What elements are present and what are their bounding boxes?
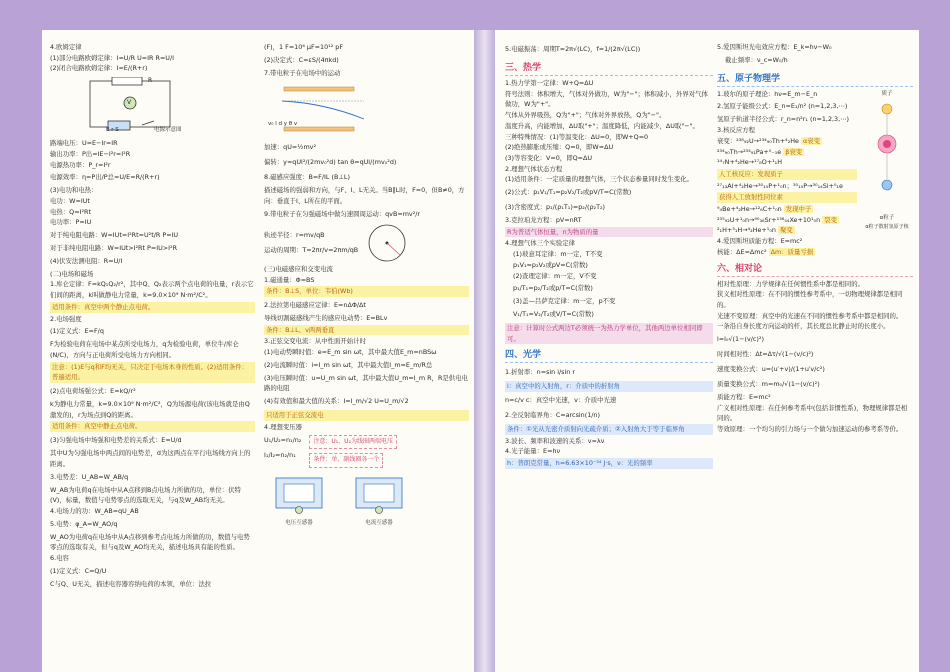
text-line: p₁/T₁=p₂/T₂或p/T=C(常数) [513, 284, 593, 293]
text-line: 2.氢原子能级公式：E_n=E₁/n² (n=1,2,3,⋯) [717, 102, 848, 111]
text-line: (1)定义式：C=Q/U [50, 566, 107, 575]
reaction-equation: ²³⁵₉₂U+¹₀n→⁹⁰₃₈Sr+¹³⁶₅₄Xe+10¹₀n [717, 215, 821, 224]
book-spine [474, 30, 495, 672]
highlight-note: 条件：B⊥L、v两两垂直 [264, 325, 469, 336]
text-line: 一条沿自身长度方向运动的杆，其长度总比静止时的长度小。 [717, 322, 890, 331]
text-line: 5.电磁振荡：周期T=2π√(LC)，f=1/(2π√(LC)) [505, 45, 641, 53]
text-line: 4.欧姆定律 [50, 43, 82, 51]
left-page [42, 30, 474, 672]
reaction-equation: ²³⁴₉₀Th→²³⁴₉₁Pa+⁰₋₁e [717, 147, 782, 156]
text-line: C与Q、U无关，描述电容器容纳电荷的本领，单位：法拉 [50, 579, 212, 588]
battery-labels: E r S [106, 127, 119, 134]
text-line: V₁/T₁=V₂/T₂或V/T=C(常数) [513, 309, 594, 318]
reaction-equation: ⁹₄Be+⁴₂He→¹²₆C+¹₀n [717, 205, 782, 214]
text-line: 截止频率：ν_c=W₀/h [725, 55, 788, 64]
text-line: 质量变换公式：m=m₀/√(1−(v/c)²) [717, 380, 820, 389]
text-line: (1)玻意耳定律：m一定，T不变 [513, 250, 603, 259]
text-line: (2)查理定律：m一定，V不变 [513, 271, 597, 280]
reaction-tag: 发现中子 [785, 205, 812, 214]
text-line: 对于非纯电阻电路：W=IUt>I²Rt P=IU>I²R [50, 244, 178, 253]
reaction-equation: ²₁H+³₁H→⁴₂He+¹₀n [717, 226, 776, 235]
text-line: 描述磁场的强弱和方向，与F、I、L无关。当B∥L时，F=0，但B≠0，方向：垂直于I、L所在的平面。 [264, 186, 465, 206]
alpha-particle-label: α粒子 [879, 215, 895, 222]
text-line: 3.电势差：U_AB=W_AB/q [50, 472, 129, 481]
text-line: 4.爱因斯坦质能方程：E=mc² [717, 237, 803, 246]
text-line: (1)定义式：E=F/q [50, 327, 104, 336]
column-thermo-optics [505, 42, 713, 470]
text-line: 7.带电粒子在电场中的运动 [264, 68, 341, 77]
text-line: 3.核反应方程 [717, 126, 756, 135]
reaction-tag: 裂变 [824, 215, 837, 224]
voltage-transformer-caption: 电压互感器 [285, 519, 313, 526]
scattering-caption: α粒子散射氢原子核 [865, 223, 909, 230]
text-line: 其中U为匀强电场中两点间的电势差，d为这两点在平行电场线方向上的距离。 [50, 449, 251, 468]
highlight-note: 只适用于正弦交流电 [264, 410, 469, 421]
reaction-equation: ²⁷₁₃Al+⁴₂He→³⁰₁₅P+¹₀n；³⁰₁₅P→³⁰₁₄Si+⁰₁e [717, 181, 843, 190]
reaction-equation: 衰变：²³⁸₉₂U→²³⁴₉₀Th+⁴₂He [717, 136, 799, 145]
section-heading-thermodynamics: 三、热学 [505, 61, 713, 76]
right-page [495, 30, 919, 672]
text-line: p₁V₁=p₂V₂或pV=C(常数) [513, 260, 588, 269]
column-fields-induction [264, 42, 469, 528]
text-line: (F)，1 F=10⁶ μF=10¹² pF [264, 43, 344, 51]
text-line: 偏转：y=qUl²/(2mv₀²d) tan θ=qUl/(mv₀²d) [264, 158, 397, 167]
highlight-note: i：真空中的入射角，r：介质中的折射角 [505, 381, 713, 392]
text-line: 2.法拉第电磁感应定律：E=nΔΦ/Δt [264, 300, 366, 309]
text-line: 电热：Q=I²Rt [50, 207, 91, 216]
annotation-box: 条件：单、副线圈各一个 [309, 453, 383, 468]
text-line: F为检验电荷在电场中某点所受电场力，q为检验电荷，单位牛/库仑(N/C)，方向与正电荷所受电场力方向相同。 [50, 340, 239, 359]
text-line: 气体从外界吸热，Q为"+"；气体对外界放热，Q为"−"。 [505, 111, 666, 120]
text-line: 电源热功率：P_r=I²r [50, 160, 111, 169]
reaction-tag: 人工核反应：发现质子 [717, 169, 857, 180]
text-line: (2)电流瞬时值：i=I_m sin ωt，其中最大值I_m=E_m/R总 [264, 360, 433, 369]
text-line: 质能方程：E=mc² [717, 393, 771, 402]
voltmeter-label: V [127, 99, 132, 107]
annotation-box: 注意：U₁、U₂为线圈两端电压 [309, 435, 397, 450]
text-line: l=l₀√(1−(v/c)²) [717, 335, 764, 344]
text-line: 3.波长、频率和波速的关系：v=λν [505, 436, 605, 445]
highlight-note: 适用条件：真空中静止点电荷。 [50, 421, 255, 432]
highlight-note: h：普朗克常量，h=6.63×10⁻³⁴ J·s，ν：光的频率 [505, 458, 713, 469]
text-line: 光速不变原理：真空中的光速在不同的惯性参考系中都是相同的。 [717, 311, 903, 320]
column-electricity-basics [50, 42, 255, 590]
text-line: (1)适用条件：一定质量的理想气体，三个状态参量同时发生变化。 [505, 175, 693, 184]
text-line: 4.理想气体三个实验定律 [505, 239, 576, 248]
text-line: 电源效率：η=P出/P总=U/E=R/(R+r) [50, 173, 160, 182]
text-line: 1.磁通量：Φ=BS [264, 275, 315, 284]
text-line: 广义相对性原理：在任何参考系中(包括非惯性系)，物理规律都是相同的。 [717, 403, 908, 423]
text-line: (1)部分电路欧姆定律：I=U/R U=IR R=U/I [50, 53, 175, 62]
text-line: 输出功率：P出=IE−I²r=I²R [50, 149, 131, 158]
text-line: 符号法则：体积增大，气体对外做功，W为"−"；体积减小，外界对气体做功，W为"+"。 [505, 89, 708, 109]
text-line: 电功：W=IUt [50, 196, 90, 205]
text-line: W_AB为电荷q在电场中从A点移到B点电场力所做的功，单位：伏特(V)，标量，数值与电势零点的选取无关，与q及W_AB均无关。 [50, 485, 241, 505]
text-line: 2.理想气体状态方程 [505, 164, 563, 173]
text-line: 1.库仑定律：F=kQ₁Q₂/r²，其中Q、Q₂表示两个点电荷的电量，r表示它们间的距离，k叫做静电力常量，k=9.0×10⁹ N·m²/C²。 [50, 280, 254, 300]
text-line: 相对性原理：力学规律在任何惯性系中都是相同的。 [717, 279, 864, 288]
circular-motion-diagram [362, 222, 412, 264]
text-line: (3)电功和电热： [50, 186, 98, 195]
section-heading-relativity: 六、相对论 [717, 262, 913, 277]
highlight-note: 注意：(1)E与q和F均无关，只决定于电场本身的性质。(2)适用条件：普遍适用。 [50, 362, 255, 383]
text-line: 速度变换公式：u=(u′+v)/(1+u′v/c²) [717, 365, 825, 374]
text-line: 氢原子轨道半径公式：r_n=n²r₁ (n=1,2,3,⋯) [717, 115, 850, 124]
alpha-scattering-figure [861, 89, 913, 239]
text-line: 3.克拉珀龙方程：pV=nRT [505, 216, 582, 225]
section-heading: (二)电场和磁场 [50, 269, 94, 278]
text-line: 运动的周期：T=2πr/v=2πm/qB [264, 245, 359, 254]
reaction-tag: Δm：质量亏损 [770, 247, 814, 256]
text-line: 6.电容 [50, 554, 69, 563]
text-line: (2)决定式：C=εS/(4πkd) [264, 55, 339, 64]
text-line: (1)电动势瞬时值：e=E_m sin ωt，其中最大值E_m=nBSω [264, 348, 437, 357]
text-line: 3.正弦交变电流：从中性面开始计时 [264, 337, 366, 346]
current-transformer-caption: 电流互感器 [365, 519, 393, 526]
text-line: 轨迹半径：r=mv/qB [264, 230, 325, 239]
text-line: 2.电场强度 [50, 314, 82, 323]
reaction-tag: 获得人工放射性同位素 [717, 192, 857, 203]
text-line: 1.热力学第一定律：W+Q=ΔU [505, 79, 594, 87]
text-line: 路端电压：U=E−Ir=IR [50, 139, 118, 148]
text-line: 时间相对性：Δt=Δτ/√(1−(v/c)²) [717, 350, 814, 359]
closed-circuit-diagram [50, 77, 255, 135]
text-line: 核能：ΔE=Δmc² [717, 247, 767, 256]
text-line: I₁/I₂=n₂/n₁ [264, 450, 296, 459]
text-line: 加速：qU=½mv² [264, 143, 317, 152]
text-line: 1.折射率：n=sin i/sin r [505, 368, 575, 377]
deflection-plates-diagram [264, 81, 469, 137]
text-line: (3)匀强电场中场强和电势差的关系式：E=U/d [50, 436, 182, 445]
resistor-label: R [148, 77, 153, 85]
text-line: 导线切割磁感线产生的感应电动势：E=BLv [264, 313, 388, 322]
text-line: 4.电场力的功：W_AB=qU_AB [50, 506, 139, 515]
reaction-tag: β衰变 [785, 147, 803, 156]
text-line: (3)含密度式：p₁/(ρ₁T₁)=p₂/(ρ₂T₂) [505, 203, 606, 212]
text-line: (2)点电荷场强公式：E=kQ/r² [50, 387, 136, 396]
text-line: (2)闭合电路欧姆定律：I=E/(R+r) [50, 64, 148, 73]
text-line: (4)有效值和最大值的关系：I=I_m/√2 U=U_m/√2 [264, 397, 409, 406]
text-line: W_AO为电荷q在电场中从A点移到参考点电场力所做的功，数值与电势零点的选取有关，但与q及W_AO均无关，描述电场具有能的性质。 [50, 532, 250, 552]
text-line: n=c/v c：真空中光速，v：介质中光速 [505, 396, 617, 405]
text-line: 狭义相对性原理：在不同的惯性参考系中，一切物理规律都是相同的。 [717, 290, 903, 309]
transformer-figures [264, 474, 469, 528]
section-heading: (三)电磁感应和交变电流 [264, 264, 333, 273]
text-line: 对于纯电阻电路：W=IUt=I²Rt=U²t/R P=IU [50, 231, 179, 240]
text-line: (4)伏安法测电阻：R=U/I [50, 256, 123, 265]
text-line: 5.爱因斯坦光电效应方程：E_k=hν−W₀ [717, 43, 832, 51]
text-line: 温度升高，内能增加，ΔU取"+"；温度降低，内能减少，ΔU取"−"。 [505, 121, 699, 130]
text-line: 等效原理：一个均匀的引力场与一个做匀加速运动的参考系等价。 [717, 425, 903, 434]
voltage-transformer-figure [264, 474, 334, 528]
text-line: 电功率：P=IU [50, 218, 92, 227]
highlight-note: 条件：①光从光密介质射向光疏介质；②入射角大于等于临界角 [505, 424, 713, 435]
highlight-note: R为普适气体恒量，n为物质的量 [505, 227, 713, 238]
text-line: (2)公式：p₁V₁/T₁=p₂V₂/T₂或pV/T=C(常数) [505, 188, 632, 197]
text-line: 4.理想变压器 [264, 422, 303, 431]
reaction-tag: 聚变 [780, 226, 793, 235]
text-line: 9.带电粒子在匀强磁场中做匀速圆周运动：qvB=mv²/r [264, 209, 421, 218]
current-transformer-figure [344, 474, 414, 528]
reaction-equation: ¹⁴₇N+⁴₂He→¹⁷₈O+¹₁H [717, 158, 783, 167]
text-line: U₁/U₂=n₁/n₂ [264, 435, 302, 444]
proton-label: 质子 [881, 90, 893, 97]
plate-labels: v₀ l d y θ v [268, 121, 298, 128]
circuit-caption: 电源示意图 [154, 127, 182, 134]
text-line: 2.全反射临界角：C=arcsin(1/n) [505, 411, 600, 420]
text-line: k为静电力常量，k=9.0×10⁹ N·m²/C²，Q为场源电荷(该电场就是由Q激发的)，r为场点到Q的距离。 [50, 400, 250, 419]
text-line: 8.磁感应强度：B=F/IL (B⊥L) [264, 173, 350, 182]
text-line: (3)电压瞬时值：u=U_m sin ωt，其中最大值U_m=I_m R，R是供电电路的电阻 [264, 373, 468, 393]
text-line: (3)等容变化：V=0，即Q=ΔU [505, 153, 593, 162]
reaction-tag: α衰变 [803, 136, 821, 145]
text-line: 5.电势：φ_A=W_AO/q [50, 519, 118, 528]
text-line: 4.光子能量：E=hν [505, 447, 561, 456]
text-line: (2)绝热膨胀或压缩：Q=0，即W=ΔU [505, 143, 614, 152]
text-line: 1.玻尔的原子理论：hν=E_m−E_n [717, 89, 818, 98]
highlight-note: 条件：B⊥S，单位：韦伯(Wb) [264, 286, 469, 297]
section-heading-optics: 四、光学 [505, 348, 713, 363]
text-line: (3)盖—吕萨克定律：m一定，p不变 [513, 297, 616, 306]
text-line: 三种特殊情况：(1)等温变化：ΔU=0，即W+Q=0 [505, 132, 649, 141]
column-atomic-relativity [717, 42, 913, 435]
highlight-note: 注意：计算时公式两边T必须统一为热力学单位，其他两边单位相同即可。 [505, 323, 713, 344]
highlight-note: 适用条件：真空中两个静止点电荷。 [50, 302, 255, 313]
section-heading-atomic: 五、原子物理学 [717, 72, 913, 87]
